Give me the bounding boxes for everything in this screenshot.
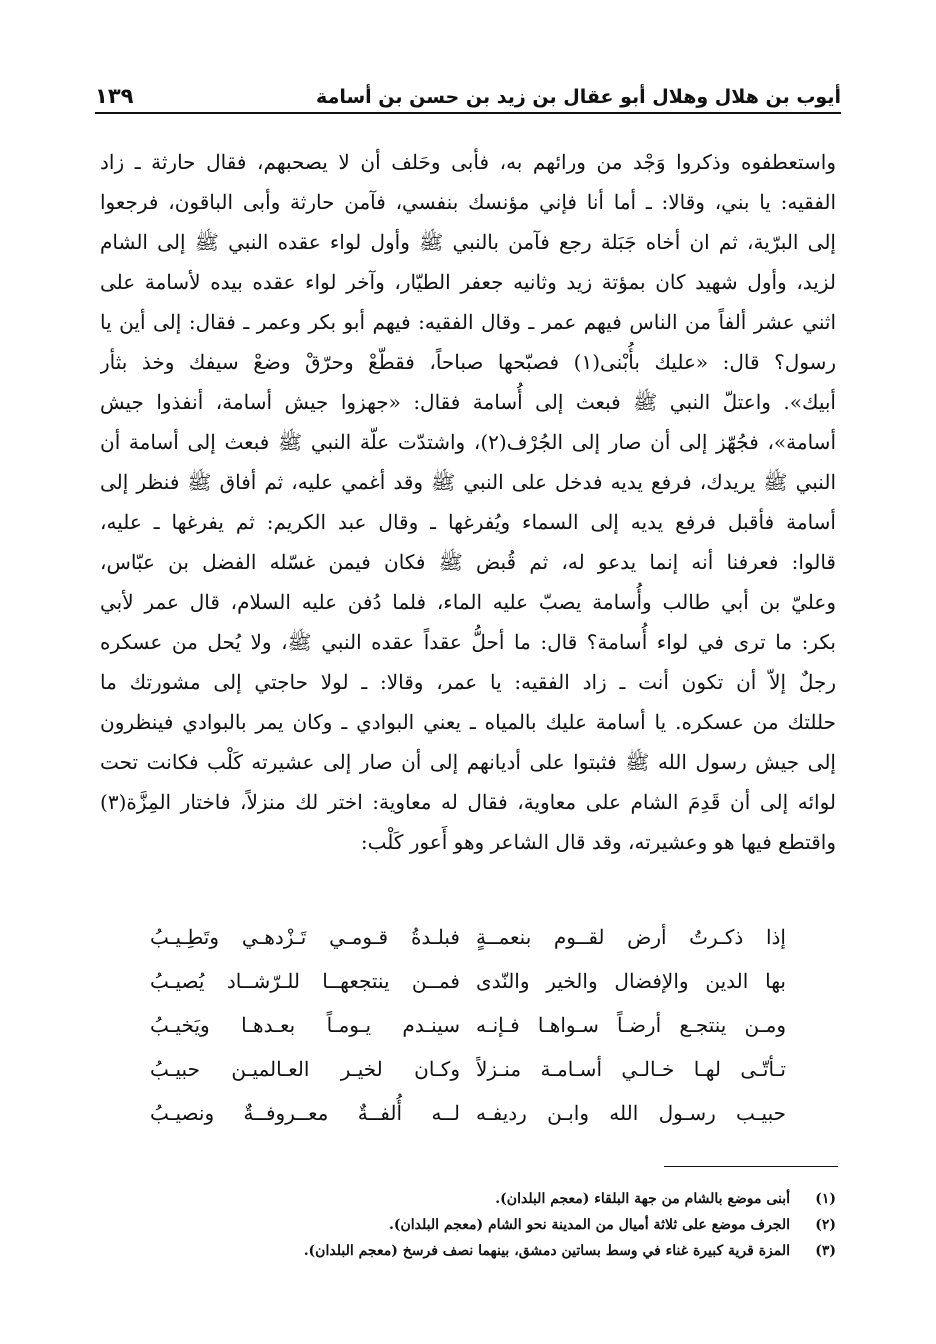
body-line: وعليّ بن أبي طالب وأُسامة يصبّ عليه الماء، فلما دُفن عليه السلام، قال عمر لأبي [100,590,836,614]
poem-hemistich-first: إذا ذكـرتُ أرض لقــوم بنعمــةٍ [476,925,786,949]
poem-hemistich-first: ومـن ينتجـع أرضـاً سـواهـا فـإنـه [476,1013,786,1037]
body-line: أسامة فأقبل فرفع يديه إلى السماء ويُفرغها ـ وقال عبد الكريم: ثم يفرغها ـ عليه، [100,510,836,534]
body-line: رسول؟ قال: «عليك بأُبْنى(١) فصبّحها صباحاً، فقطّعْ وحرّقْ وضعْ سيفك وخذ بثأر [100,350,836,374]
poem-verse [150,1003,786,1047]
footnotes [100,1186,836,1264]
body-line: رجلٌ إلاّ أن تكون أنت ـ زاد الفقيه: يا عمر، وقالا: ـ لولا حاجتي إلى مشورتك ما [100,670,836,694]
poem-hemistich-first: بها الدين والإفضال والخير والنّدى [476,969,786,993]
poem-hemistich-second: وكـان لخيـر العـالميـن حبيـبُ [150,1057,460,1081]
body-line: الفقيه: يا بني، وقالا: ـ أما أنا فإني مؤنسك بنفسي، فآمن حارثة وأبى الباقون، فرجعوا [100,190,836,214]
poem-hemistich-second: فبلـدةُ قـومـي تَـزْدهـي وتَطِـيـبُ [150,925,460,949]
footnote-divider [664,1166,838,1167]
poem-hemistich-second: فمــن ينتجعهــا للـرّشــاد يُصيـبُ [150,969,460,993]
footnote-text: الجرف موضع على ثلاثة أميال من المدينة نحو الشام (معجم البلدان). [389,1217,790,1233]
body-line: لزيد، وأول شهيد كان بمؤتة زيد وثانيه جعفر الطيّار، وآخر لواء عقده بيده لأسامة على [100,270,836,294]
body-line: النبي ﷺ يريدك، فرفع يديه فدخل على النبي ﷺ وقد أغمي عليه، ثم أفاق ﷺ فنظر إلى [100,470,836,494]
footnote-number: (١) [815,1191,836,1207]
footnote [100,1212,836,1238]
poem-verse [150,1047,786,1091]
body-text [100,142,836,862]
footnote [100,1238,836,1264]
running-title: أيوب بن هلال وهلال أبو عقال بن زيد بن حسن بن أسامة [316,86,841,108]
body-line: قالوا: فعرفنا أنه إنما يدعو له، ثم قُبض ﷺ فكان فيمن غسّله الفضل بن عبّاس، [100,550,836,574]
poem-hemistich-second: سينـدم يـومـاً بعـدهـا ويَخيـبُ [150,1013,460,1037]
footnote-number: (٣) [815,1243,836,1259]
footnote-number: (٢) [815,1217,836,1233]
body-line: واقتطع فيها هو وعشيرته، وقد قال الشاعر وهو أَعور كَلْب: [360,830,836,854]
body-line: أبيك». واعتلّ النبي ﷺ فبعث إلى أُسامة فقال: «جهزوا جيش أسامة، أنفذوا جيش [100,390,836,414]
body-line: اثني عشر ألفاً من الناس فيهم عمر ـ وقال الفقيه: فيهم أبو بكر وعمر ـ فقال: إلى أين يا [100,310,836,334]
poem-hemistich-first: تـأتّـى لهـا خـالـي أسـامـة منـزلاً [476,1057,786,1081]
poem-verse [150,1091,786,1135]
body-line: إلى البرّية، ثم ان أخاه جَبَلة رجع فآمن بالنبي ﷺ وأول لواء عقده النبي ﷺ إلى الشام [100,230,836,254]
footnote [100,1186,836,1212]
footnote-text: المزة قرية كبيرة غناء في وسط بساتين دمشق، بينهما نصف فرسخ (معجم البلدان). [303,1243,790,1259]
footnote-text: أبنى موضع بالشام من جهة البلقاء (معجم البلدان). [495,1191,790,1207]
poem-hemistich-second: لــه أُلفــةٌ معــروفــةٌ ونصيـبُ [150,1101,460,1125]
body-line: حللتك من عسكره. يا أسامة عليك بالمياه ـ يعني البوادي ـ وكان يمر بالبوادي فينظرون [100,710,836,734]
poem-hemistich-first: حبيـب رسـول الله وابـن رديفـه [476,1101,786,1125]
body-line: إلى جيش رسول الله ﷺ فثبتوا على أديانهم إلى أن صار إلى عشيرته كَلْب فكانت تحت [100,750,836,774]
body-line: بكر: ما ترى في لواء أُسامة؟ قال: ما أحلُّ عقداً عقده النبي ﷺ، ولا يُحل من عسكره [100,630,836,654]
poem-verse [150,915,786,959]
body-line: لوائه إلى أن قَدِمَ الشام على معاوية، فقال له معاوية: اختر لك منزلاً، فاختار المِزَّة(٣) [100,790,836,814]
poem-verse [150,959,786,1003]
page-number: ١٣٩ [95,84,134,108]
body-line: أسامة»، فجُهّز إلى أن صار إلى الجُرْف(٢)، واشتدّت علّة النبي ﷺ فبعث إلى أسامة أن [100,430,836,454]
poem [150,915,786,1135]
running-header [95,70,841,114]
body-line: واستعطفوه وذكروا وَجْد من ورائهم به، فأبى وحَلف أن لا يصحبهم، فقال حارثة ـ زاد [100,150,836,174]
